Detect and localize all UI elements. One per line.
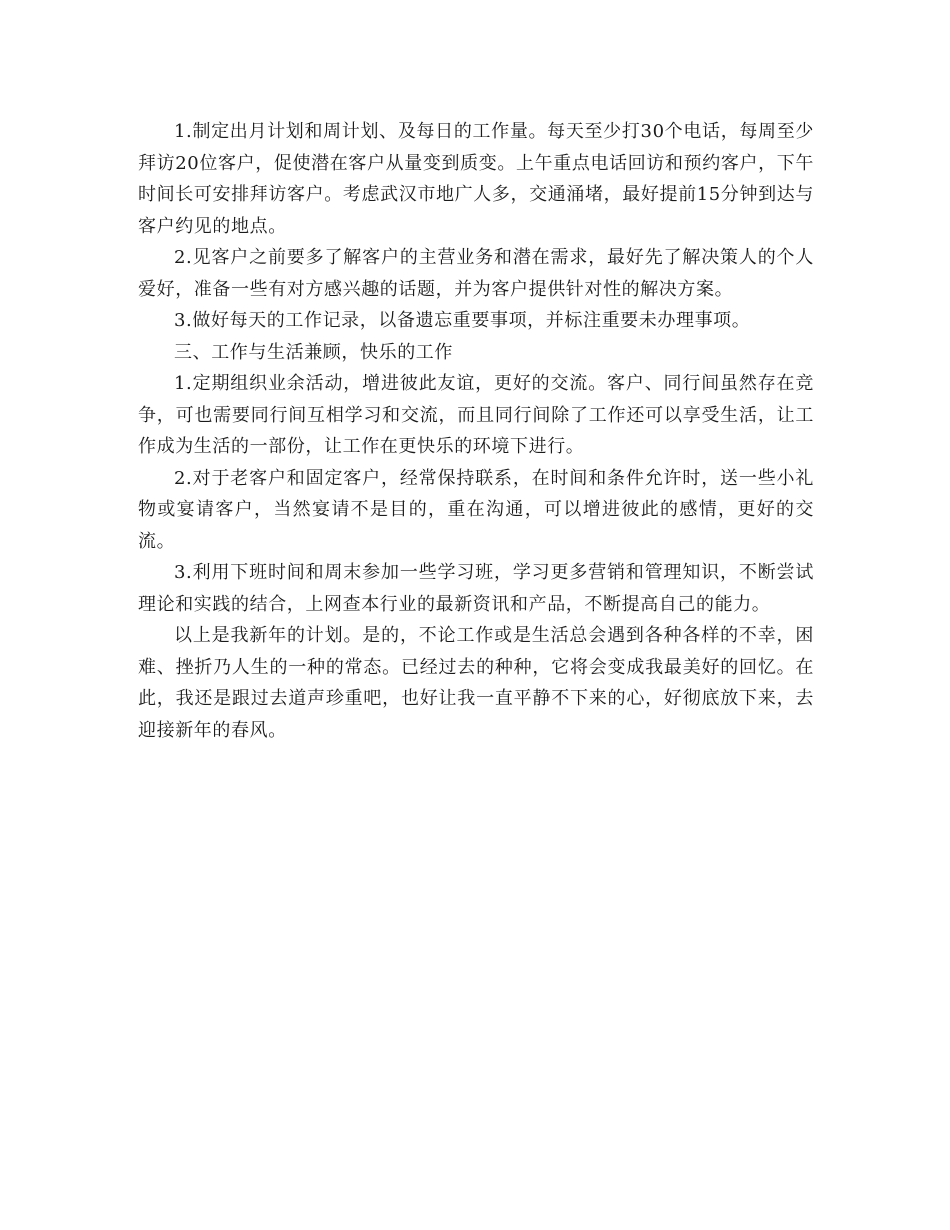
paragraph-plan-3: 3.做好每天的工作记录，以备遗忘重要事项，并标注重要未办理事项。 <box>174 310 751 331</box>
document-body <box>138 116 814 746</box>
paragraph-balance-1: 1.定期组织业余活动，增进彼此友谊，更好的交流。客户、同行间虽然存在竞争，可也需要同行间互相学习和交流，而且同行间除了工作还可以享受生活，让工作成为生活的一部份，让工作在更快乐的环境下进行。 <box>138 373 814 457</box>
section-heading: 三、工作与生活兼顾，快乐的工作 <box>174 341 453 363</box>
paragraph-plan-2: 2.见客户之前要多了解客户的主营业务和潜在需求，最好先了解决策人的个人爱好，准备一些有对方感兴趣的话题，并为客户提供针对性的解决方案。 <box>138 247 814 300</box>
paragraph-plan-1: 1.制定出月计划和周计划、及每日的工作量。每天至少打30个电话，每周至少拜访20位客户，促使潜在客户从量变到质变。上午重点电话回访和预约客户，下午时间长可安排拜访客户。考虑武汉市地广人多，交通涌堵，最好提前15分钟到达与客户约见的地点。 <box>138 121 814 237</box>
paragraph-conclusion: 以上是我新年的计划。是的，不论工作或是生活总会遇到各种各样的不幸，困难、挫折乃人生的一种的常态。已经过去的种种，它将会变成我最美好的回忆。在此，我还是跟过去道声珍重吧，也好让我一直平静不下来的心，好彻底放下来，去迎接新年的春风。 <box>138 625 814 741</box>
paragraph-balance-3: 3.利用下班时间和周末参加一些学习班，学习更多营销和管理知识，不断尝试理论和实践的结合，上网查本行业的最新资讯和产品，不断提高自己的能力。 <box>138 562 814 615</box>
paragraph-balance-2: 2.对于老客户和固定客户，经常保持联系，在时间和条件允许时，送一些小礼物或宴请客户，当然宴请不是目的，重在沟通，可以增进彼此的感情，更好的交流。 <box>138 467 814 552</box>
